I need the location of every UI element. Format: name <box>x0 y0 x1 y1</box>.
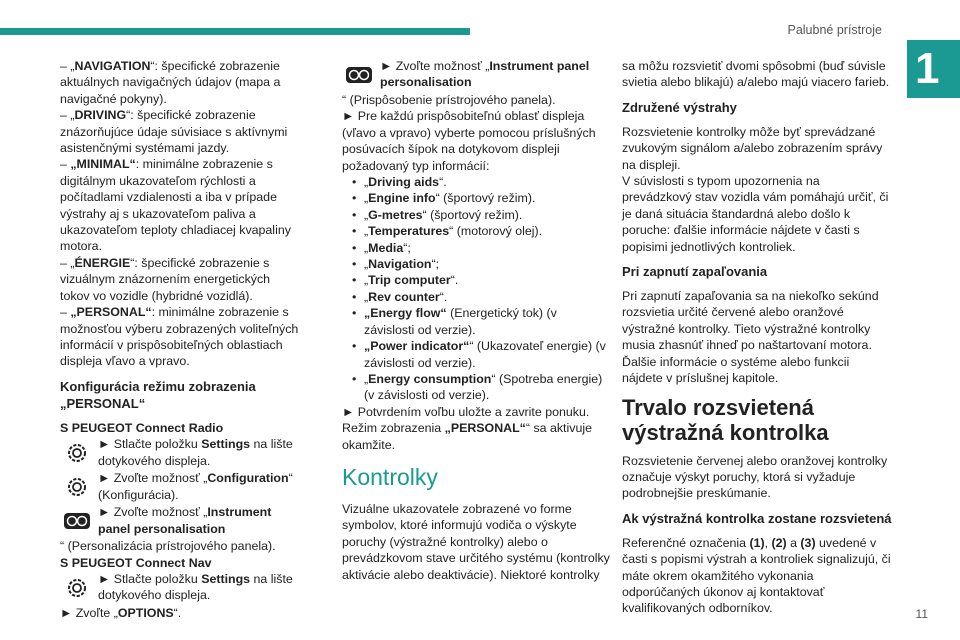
list-item: • „Engine info“ (športový režim). <box>352 191 536 206</box>
heading-trvalo: Trvalo rozsvietená výstražná kontrolka <box>622 394 829 445</box>
heading-connect-radio: S PEUGEOT Connect Radio <box>60 420 224 435</box>
step-text: ► Zvoľte možnosť „Instrument panel personalisation <box>98 505 272 536</box>
step-nav-instrument <box>342 58 610 92</box>
personal-activation: Režim zobrazenia „PERSONAL““ sa aktivuje okamžite. <box>342 421 592 452</box>
list-item: • „Energy flow“ (Energetický tok) (v závislosti od verzie). <box>352 306 557 337</box>
instrument-cluster-icon <box>60 504 94 538</box>
step-radio-instrument <box>60 504 300 538</box>
list-item: • „Navigation“; <box>352 257 440 272</box>
mode-driving: – „DRIVING“: špecifické zobrazenie znázorňujúce údaje súvisiace s aktívnymi asistenčnými systémami jazdy. <box>60 108 288 156</box>
heading-connect-nav: S PEUGEOT Connect Nav <box>60 555 212 570</box>
column-3 <box>622 58 892 617</box>
step-radio-instrument-cont: “ (Personalizácia prístrojového panela). <box>60 539 276 554</box>
list-item: • „Energy consumption“ (Spotreba energie) (v závislosti od verzie). <box>352 371 603 403</box>
zdruzene-text-2: V súvislosti s typom upozornenia na prevádzkový stav vozidla vám pomáhajú určiť, či je daná situácia štandardná alebo došlo k poruche: ďalšie informácie nájdete v časti s popisimi jednotlivých kontroliek. <box>622 174 889 254</box>
heading-zapalovanie: Pri zapnutí zapaľovania <box>622 264 768 280</box>
info-type-list <box>342 174 610 404</box>
list-item: • „Trip computer“. <box>352 273 459 288</box>
heading-ak-zostane: Ak výstražná kontrolka zostane rozsvietená <box>622 510 892 526</box>
list-item: • „Power indicator““ (Ukazovateľ energie) (v závislosti od verzie). <box>352 339 606 370</box>
list-item: • „G-metres“ (športový režim). <box>352 207 523 222</box>
heading-config-personal: Konfigurácia režimu zobrazenia „PERSONAL“ <box>60 378 256 411</box>
chapter-tab: 1 <box>907 40 960 98</box>
step-text: ► Zvoľte možnosť „Instrument panel personalisation <box>380 59 590 90</box>
mode-navigation: – „NAVIGATION“: špecifické zobrazenie aktuálnych navigačných údajov (mapa a navigačné pokyny). <box>60 59 281 106</box>
page-number: 11 <box>915 607 928 621</box>
step-text: ► Zvoľte možnosť „Configuration“ (Konfigurácia). <box>98 471 293 502</box>
column-1 <box>60 58 300 621</box>
mode-energie: – „ÉNERGIE“: špecifické zobrazenie s vizuálnym znázornením energetických tokov vo vozidle (hybridné vozidlá). <box>60 255 271 303</box>
page-header-title: Palubné prístroje <box>787 23 882 37</box>
list-item: • „Media“; <box>352 240 411 255</box>
list-item: • „Rev counter“. <box>352 289 448 304</box>
gear-icon <box>60 470 94 504</box>
step-nav-settings <box>60 571 300 605</box>
gear-icon <box>60 571 94 605</box>
step-choose-area: ► Pre každú prispôsobiteľnú oblasť displeja (vľavo a vpravo) vyberte pomocou príslušných posúvacích šípok na dotykovom displeji požadovaný typ informácií: <box>342 109 596 173</box>
step-text: ► Stlačte položku Settings na lište dotykového displeja. <box>98 437 293 468</box>
trvalo-text: Rozsvietenie červenej alebo oranžovej kontrolky označuje výskyt poruchy, ktorá si vyžaduje podrobnejšie preskúmanie. <box>622 453 888 501</box>
step-confirm: ► Potvrdením voľbu uložte a zavrite ponuku. <box>342 404 590 419</box>
zdruzene-text-1: Rozsvietenie kontrolky môže byť sprevádzané zvukovým signálom a/alebo zobrazením správy na displeji. <box>622 124 883 172</box>
gear-icon <box>60 436 94 470</box>
mode-personal: – „PERSONAL“: minimálne zobrazenie s možnosťou výberu zobrazených voliteľných informácií v prispôsobiteľných oblastiach displeja vľavo a vpravo. <box>60 305 299 369</box>
column-2 <box>342 58 610 583</box>
kontrolky-intro-cont: sa môžu rozsvietiť dvomi spôsobmi (buď súvisle svietia alebo blikajú) a/alebo majú viacero farieb. <box>622 59 890 90</box>
step-nav-options: ► Zvoľte „OPTIONS“. <box>60 605 182 620</box>
step-radio-settings <box>60 436 300 470</box>
step-text: ► Stlačte položku Settings na lište dotykového displeja. <box>98 571 293 603</box>
mode-minimal: – „MINIMAL“: minimálne zobrazenie s digitálnym ukazovateľom rýchlosti a počítadlami vzdialenosti a iba v prípade výstrahy aj s ukazovateľom paliva a ukazovateľom teploty chladiacej kvapaliny motora. <box>60 157 291 254</box>
instrument-cluster-icon <box>342 58 376 92</box>
list-item: • „Temperatures“ (motorový olej). <box>352 224 543 239</box>
referencne-text: Referenčné označenia (1), (2) a (3) uvedené v časti s popismi výstrah a kontroliek signalizujú, či máte okrem okamžitého vykonania odporúčaných úkonov aj kontaktovať kvalifikovaných odborníkov. <box>622 535 891 616</box>
list-item: • „Driving aids“. <box>352 175 447 190</box>
heading-zdruzene: Združené výstrahy <box>622 99 737 115</box>
zapalovanie-text: Pri zapnutí zapaľovania sa na niekoľko sekúnd rozsvietia určité červené alebo oranžové výstražné kontrolky. Tieto výstražné kontrolky musia zhasnúť ihneď po naštartovaní motora. Ďalšie informácie o systéme alebo funkcii nájdete v príslušnej kapitole. <box>622 289 879 386</box>
step-nav-instrument-cont: “ (Prispôsobenie prístrojového panela). <box>342 93 556 107</box>
kontrolky-intro: Vizuálne ukazovatele zobrazené vo forme symbolov, ktoré informujú vodiča o výskyte poruchy (výstražné kontrolky) alebo o prevádzkovom stave určitého systému (kontrolky aktivácie alebo deaktivácie). Niektoré kontrolky <box>342 501 610 582</box>
header-bar <box>0 28 470 35</box>
step-radio-configuration <box>60 470 300 504</box>
heading-kontrolky: Kontrolky <box>342 463 438 490</box>
